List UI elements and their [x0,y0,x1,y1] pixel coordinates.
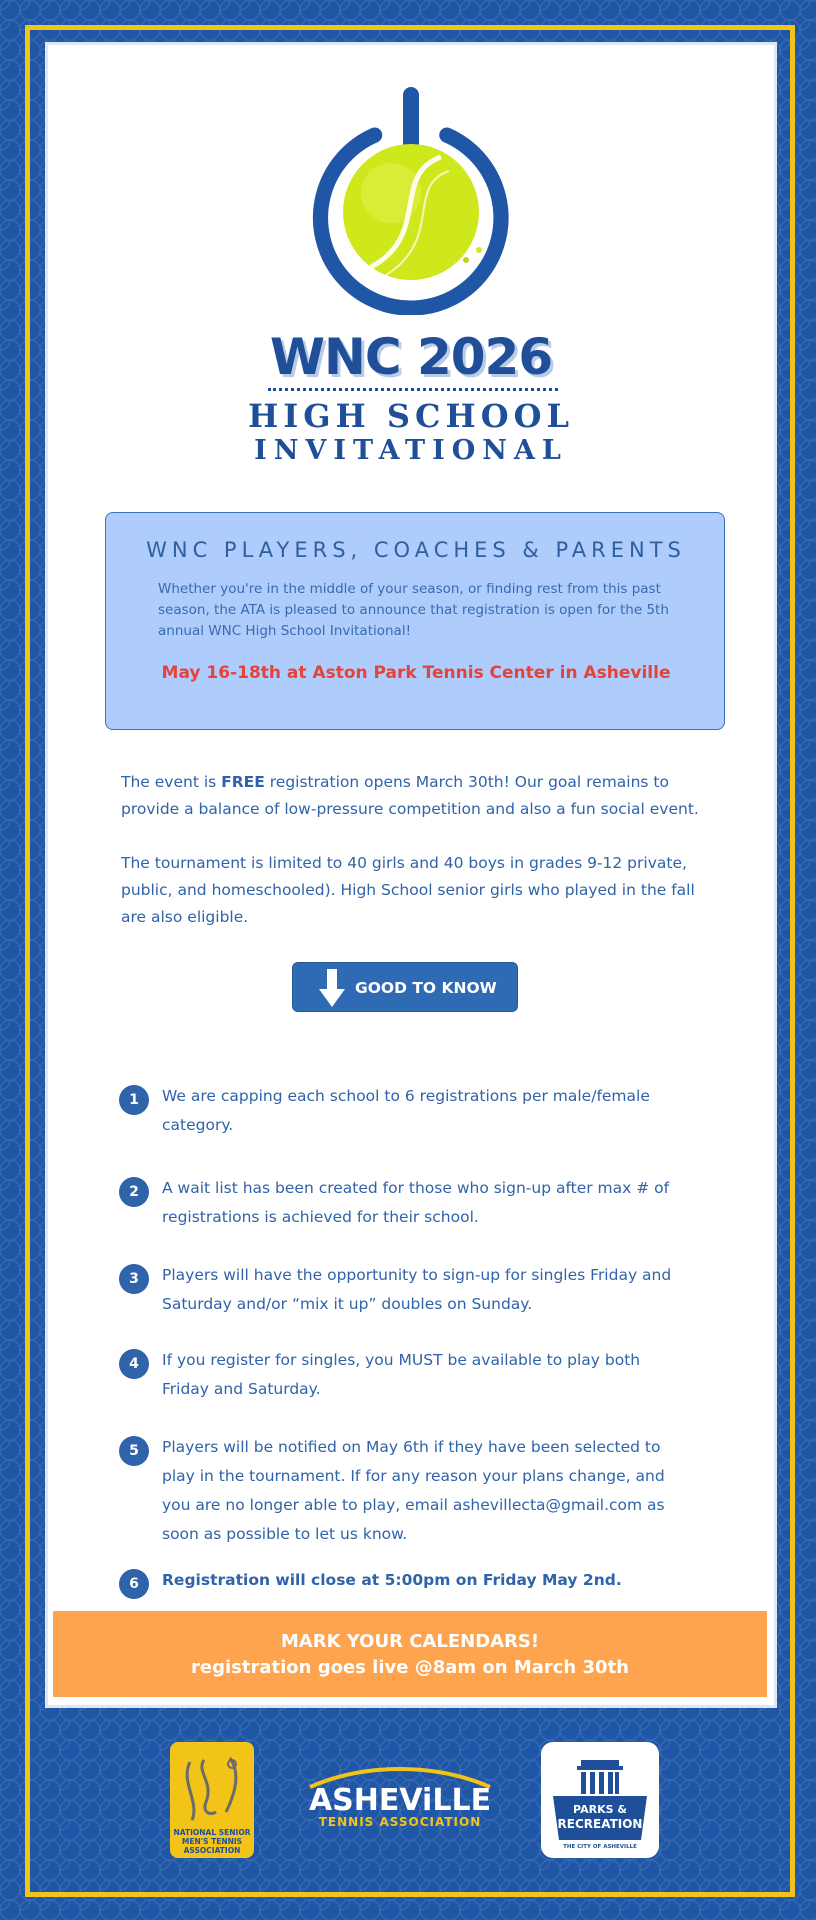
nsmta-logo [170,1742,254,1862]
event-subtitle-line1: HIGH SCHOOL [248,397,574,435]
item-number-badge: 6 [119,1569,149,1599]
event-title: WNC 2026 [269,328,553,386]
item-text: A wait list has been created for those who sign-up after max # of registrations is achieved for their school. [162,1179,670,1226]
intro-paragraph-2: The tournament is limited to 40 girls and 40 boys in grades 9-12 private, public, and homeschooled). High School senior girls who played in the fall are also eligible. [121,854,695,926]
newsletter-card [45,42,777,1708]
nsmta-logo-image [170,1742,254,1858]
intro-paragraph-1: The event is FREE registration opens March 30th! Our goal remains to provide a balance of low-pressure competition and also a fun social event. [121,773,699,818]
item-text: Registration will close at 5:00pm on Friday May 2nd. [162,1571,622,1589]
announcement-box [105,512,725,730]
item-text: We are capping each school to 6 registrations per male/female category. [162,1087,650,1134]
item-text: Players will be notified on May 6th if they have been selected to play in the tournament. If for any reason your plans change, and you are no longer able to play, email ashevillecta@gmail.com as soon as possible to let us know. [162,1438,665,1543]
item-number-badge: 4 [119,1349,149,1379]
calendar-banner-subtitle: registration goes live @8am on March 30th [191,1657,629,1678]
arrow-down-icon [319,969,345,1007]
item-number-badge: 5 [119,1436,149,1466]
svg-text:RECREATION: RECREATION [557,1817,643,1831]
item-number-badge: 1 [119,1085,149,1115]
svg-text:PARKS &: PARKS & [573,1803,627,1816]
event-subtitle-line2: INVITATIONAL [254,435,568,466]
dotted-divider [268,388,558,391]
item-text: If you register for singles, you MUST be available to play both Friday and Saturday. [162,1351,641,1398]
ata-logo-image [305,1765,495,1835]
svg-text:ASSOCIATION: ASSOCIATION [183,1846,241,1855]
asheville-tennis-association-logo [305,1765,495,1839]
announcement-body: Whether you're in the middle of your season, or finding rest from this past season, the ATA is pleased to announce that registration is open for the 5th annual WNC High School Invitational! [158,581,669,639]
good-to-know-label: GOOD TO KNOW [355,979,497,997]
svg-text:NATIONAL SENIOR: NATIONAL SENIOR [173,1828,251,1837]
item-number-badge: 3 [119,1264,149,1294]
tennis-ball-power-icon [311,85,511,315]
item-number-badge: 2 [119,1177,149,1207]
event-logo [48,85,774,315]
svg-text:ASHEViLLE: ASHEViLLE [308,1783,492,1818]
item-text: Players will have the opportunity to sign-up for singles Friday and Saturday and/or “mix it up” doubles on Sunday. [162,1266,672,1313]
event-date-location: May 16-18th at Aston Park Tennis Center in Asheville [161,663,671,683]
svg-text:MEN'S TENNIS: MEN'S TENNIS [181,1837,243,1846]
calendar-banner [53,1611,767,1697]
svg-text:TENNIS ASSOCIATION: TENNIS ASSOCIATION [318,1815,482,1829]
parks-recreation-logo [541,1742,659,1862]
free-emphasis: FREE [221,773,265,791]
calendar-banner-title: MARK YOUR CALENDARS! [280,1631,540,1652]
announcement-heading: WNC PLAYERS, COACHES & PARENTS [146,538,686,562]
good-to-know-button[interactable] [292,962,518,1012]
parks-recreation-logo-image [541,1742,659,1858]
svg-text:THE CITY OF ASHEVILLE: THE CITY OF ASHEVILLE [563,1844,637,1850]
